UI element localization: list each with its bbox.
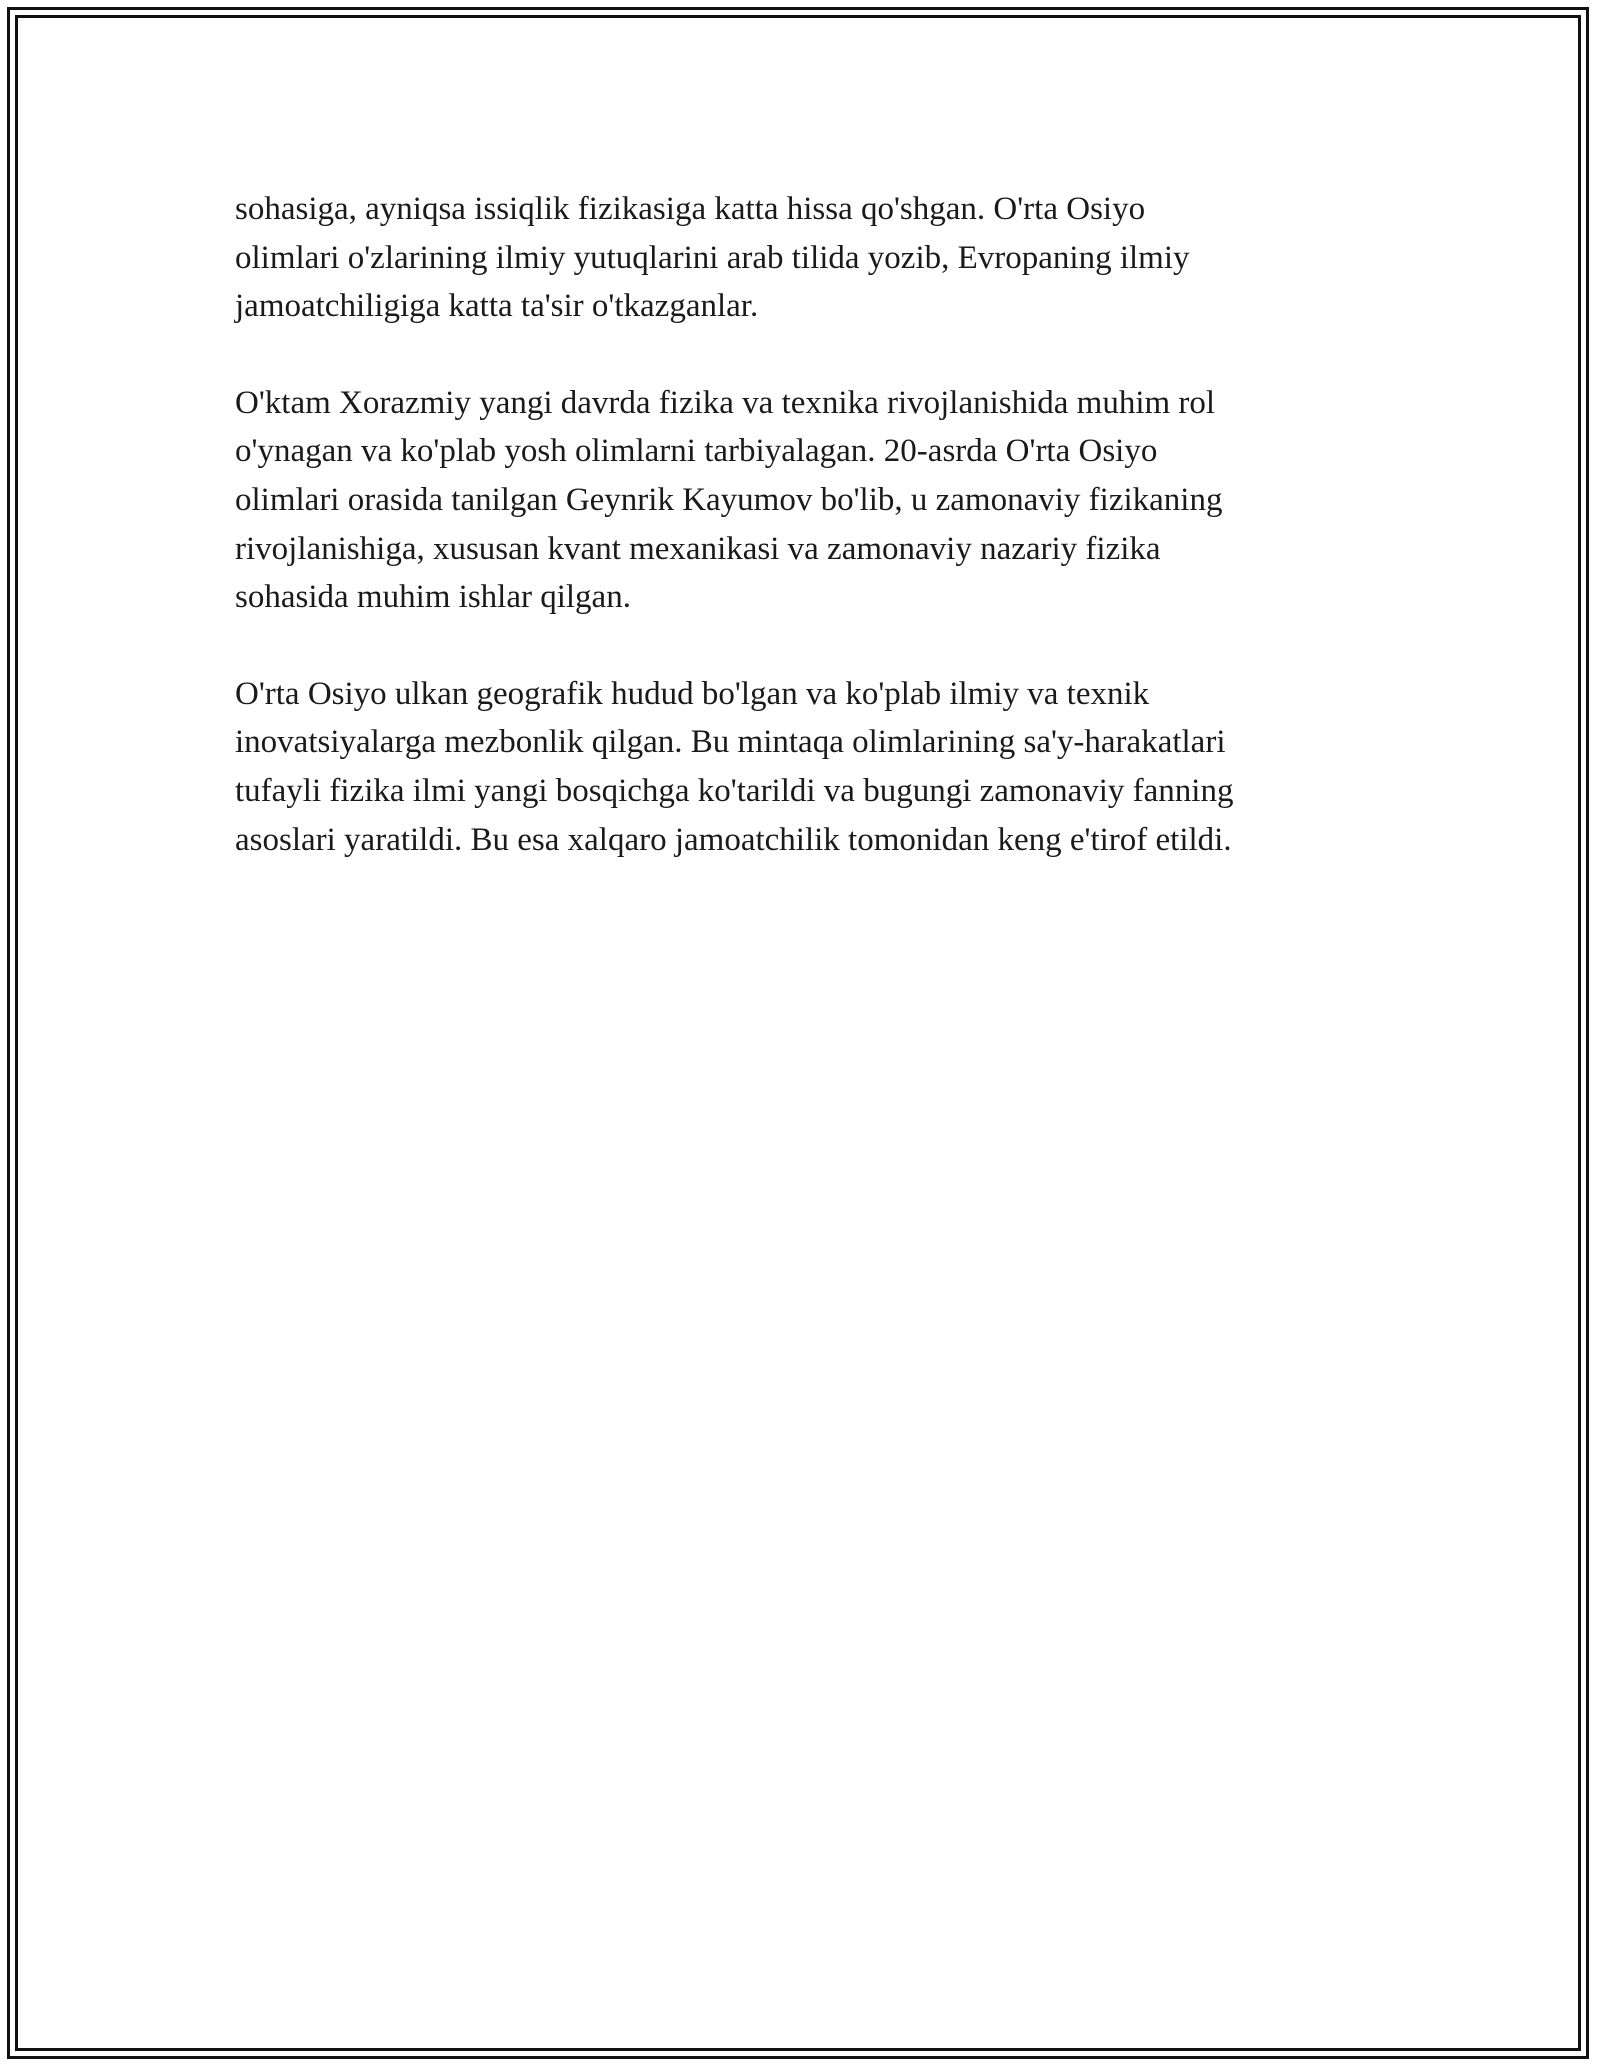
paragraph-1: sohasiga, ayniqsa issiqlik fizikasiga katta hissa qo'shgan. O'rta Osiyo olimlari o'zlarining ilmiy yutuqlarini arab tilida yozib, Evropaning ilmiy jamoatchiligiga katta ta'sir o'tkazganlar. <box>235 191 1190 325</box>
document-body <box>235 185 1365 912</box>
paragraph-3: O'rta Osiyo ulkan geografik hudud bo'lgan va ko'plab ilmiy va texnik inovatsiyalarga mezbonlik qilgan. Bu mintaqa olimlarining sa'y-harakatlari tufayli fizika ilmi yangi bosqichga ko'tarildi va bugungi zamonaviy fanning asoslari yaratildi. Bu esa xalqaro jamoatchilik tomonidan keng e'tirof etildi. <box>235 675 1234 858</box>
paragraph-2: O'ktam Xorazmiy yangi davrda fizika va texnika rivojlanishida muhim rol o'ynagan va ko'plab yosh olimlarni tarbiyalagan. 20-asrda O'rta Osiyo olimlari orasida tanilgan Geynrik Kayumov bo'lib, u zamonaviy fizikaning rivojlanishiga, xususan kvant mexanikasi va zamonaviy nazariy fizika sohasida muhim ishlar qilgan. <box>235 384 1223 616</box>
